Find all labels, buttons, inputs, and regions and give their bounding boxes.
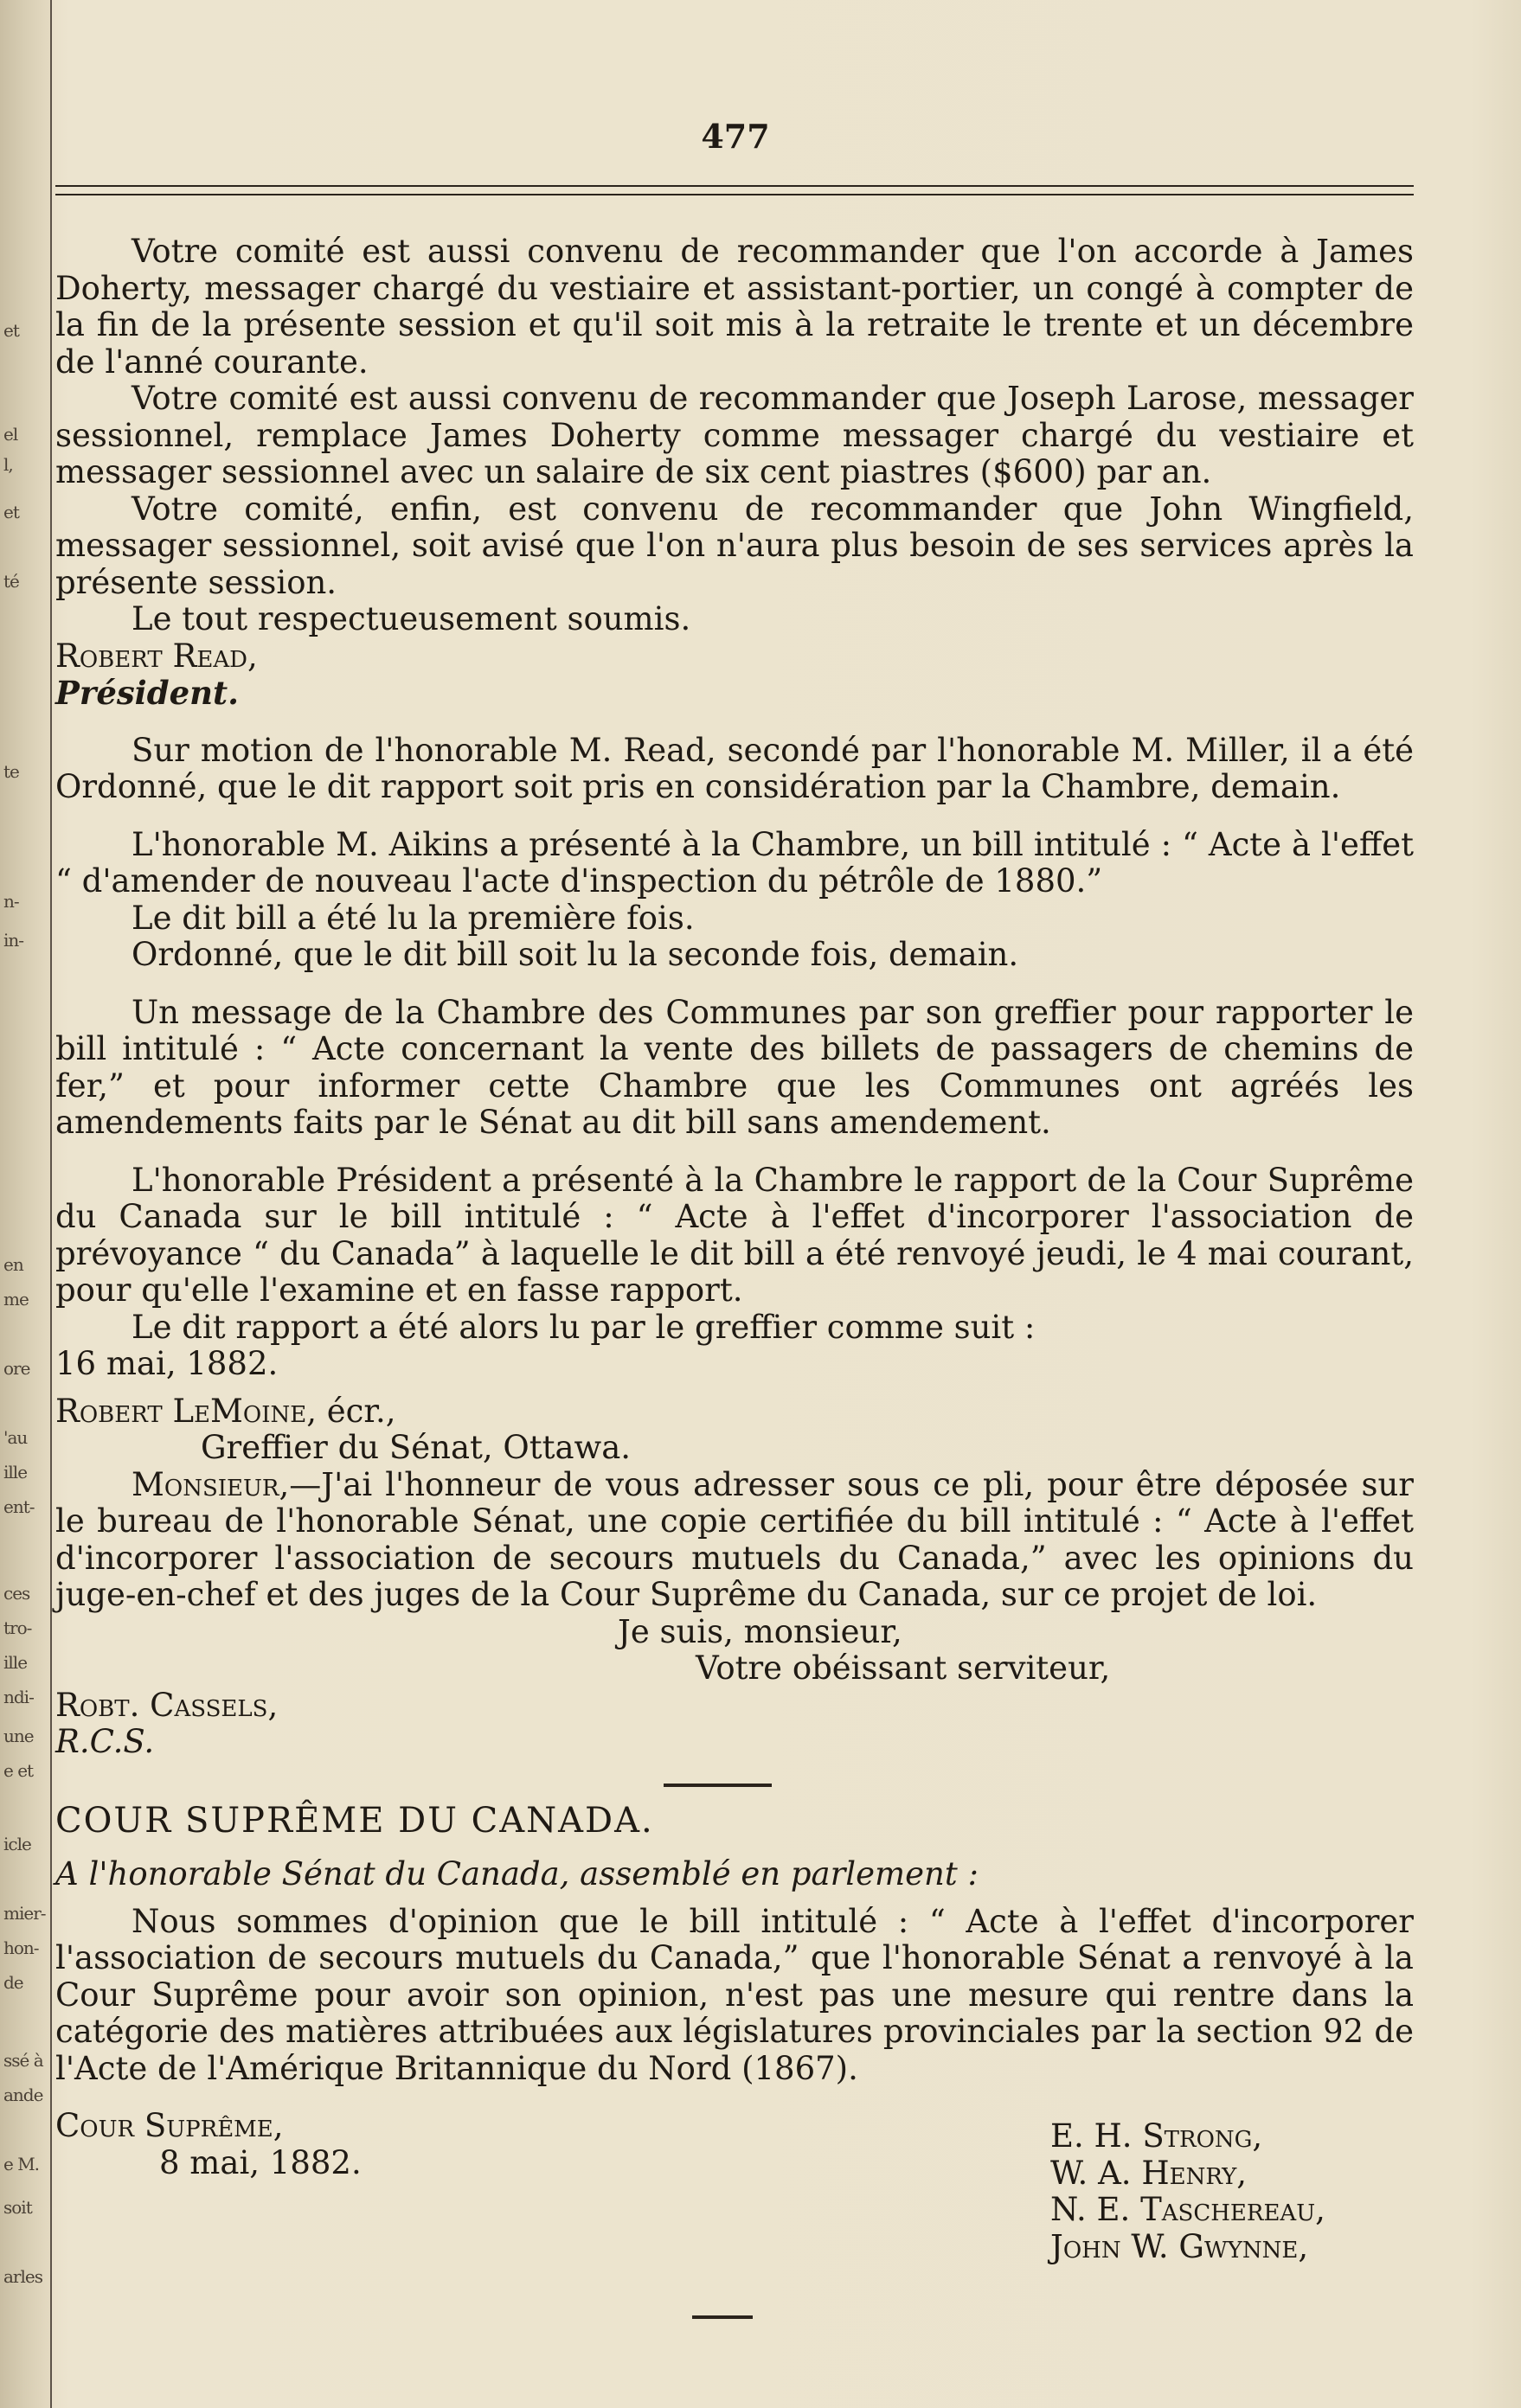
margin-fragment: et [3,320,19,341]
margin-fragment: ent- [3,1496,35,1517]
margin-fragment: in- [3,930,24,951]
margin-fragment: ces [3,1583,30,1604]
page-body [55,234,1414,2298]
paragraph: Le dit rapport a été alors lu par le greffier comme suit : [132,1308,1036,1346]
judges-list [1050,2118,1325,2265]
judge-name: N. E. Taschereau, [1050,2191,1325,2228]
margin-fragment: ssé à [3,2050,43,2071]
court-opinion: Nous sommes d'opinion que le bill intitulé : “ Acte à l'effet d'incorporer l'association de secours mutuels du Canada,” que l'honorable Sénat a renvoyé à la Cour Suprême pour avoir son opinion, n'est pas une mesure qui rentre dans la catégorie des matières attribuées aux législatures provinciales par la section 92 de l'Acte de l'Amérique Britannique du Nord (1867). [55,1902,1414,2087]
letter-text: —J'ai l'honneur de vous adresser sous ce pli, pour être déposée sur le bureau de l'honorable Sénat, une copie certifiée du bill intitulé : “ Acte à l'effet d'incorporer l'association de secours mutuels du Canada,” avec les opinions du juge-en-chef et des juges de la Cour Suprême du Canada, sur ce projet de loi. [55,1465,1414,1613]
letter-closing: Votre obéissant serviteur, [696,1649,1111,1687]
margin-fragment: soit [3,2197,32,2218]
paragraph: Sur motion de l'honorable M. Read, secondé par l'honorable M. Miller, il a été Ordonné, que le dit rapport soit pris en considération par la Chambre, demain. [55,731,1414,805]
margin-fragment: ille [3,1652,28,1673]
addressee-title: Greffier du Sénat, Ottawa. [201,1429,632,1466]
margin-fragment: me [3,1289,29,1310]
margin-fragment: icle [3,1834,31,1854]
paragraph: Le dit bill a été lu la première fois. [132,899,695,937]
paragraph: Ordonné, que le dit bill soit lu la seconde fois, demain. [132,936,1019,973]
report-date: 16 mai, 1882. [55,1345,279,1382]
judge-name: W. A. Henry, [1050,2154,1248,2192]
margin-fragment: ndi- [3,1687,34,1707]
signatory-name: Robert Read, [55,637,258,675]
margin-fragment: el [3,424,18,445]
margin-fragment: tro- [3,1617,32,1638]
signatory-title: Président. [55,674,240,712]
margin-fragment: mier- [3,1903,46,1924]
paragraph: Un message de la Chambre des Communes par son greffier pour rapporter le bill intitulé : “ Acte concernant la vente des billets de passagers de chemins de fer,” et pour informer cette Chambre que les Communes ont agréés les amendements faits par le Sénat au dit bill sans amendement. [55,993,1414,1141]
margin-fragment: n- [3,891,19,912]
letter-addressee [55,1393,1414,1431]
margin-fragment: en [3,1254,23,1275]
header-rule [55,185,1414,187]
paragraph: L'honorable Président a présenté à la Chambre le rapport de la Cour Suprême du Canada sur le bill intitulé : “ Acte à l'effet d'incorporer l'association de prévoyance “ du Canada” à laquelle le dit bill a été renvoyé jeudi, le 4 mai courant, pour qu'elle l'examine et en fasse rapport. [55,1161,1414,1309]
judge-name: John W. Gwynne, [1050,2227,1309,2265]
paragraph: Votre comité est aussi convenu de recommander que l'on accorde à James Doherty, messager chargé du vestiaire et assistant-portier, un congé à compter de la fin de la présente session et qu'il soit mis à la retraite le trente et un décembre de l'anné courante. [55,233,1414,381]
margin-fragment: e M. [3,2154,40,2174]
addressee-suffix: , écr., [306,1392,396,1430]
margin-fragment: de [3,1972,23,1993]
court-place: Cour Suprême, [55,2107,284,2144]
letter-signature: Robt. Cassels, [55,1686,279,1724]
court-date: 8 mai, 1882. [159,2143,362,2181]
paragraph: L'honorable M. Aikins a présenté à la Chambre, un bill intitulé : “ Acte à l'effet “ d'amender de nouveau l'acte d'inspection du pétrôle de 1880.” [55,825,1414,900]
margin-fragment: ore [3,1358,30,1379]
margin-fragment: te [3,761,19,782]
court-place-date [55,2108,362,2181]
margin-fragment: ille [3,1462,28,1483]
judges-block [55,2108,1414,2298]
margin-fragment: l, [3,454,13,475]
margin-fragment: ande [3,2085,43,2105]
letter-closing: Je suis, monsieur, [618,1612,902,1650]
page-number: 477 [701,117,770,156]
footer-divider [692,2315,753,2319]
margin-fragment: té [3,571,19,592]
paragraph: Votre comité est aussi convenu de recommander que Joseph Larose, messager sessionnel, remplace James Doherty comme messager chargé du vestiaire et messager sessionnel avec un salaire de six cent piastres ($600) par an. [55,380,1414,490]
margin-fragment: hon- [3,1937,39,1958]
letter-signature-title: R.C.S. [55,1723,155,1760]
margin-fragment: 'au [3,1427,28,1448]
judge-name: E. H. Strong, [1050,2117,1263,2155]
section-divider [664,1784,772,1787]
margin-fragment: une [3,1726,34,1746]
court-address: A l'honorable Sénat du Canada, assemblé en parlement : [55,1855,979,1892]
margin-fragment: e et [3,1760,34,1781]
header-rule [55,194,1414,195]
letter-body [55,1467,1414,1614]
salutation: Monsieur, [132,1465,290,1503]
margin-fragment: arles [3,2266,42,2287]
section-heading: COUR SUPRÊME DU CANADA. [55,1800,654,1841]
binding-margin [0,0,52,2408]
paragraph: Votre comité, enfin, est convenu de recommander que John Wingfield, messager sessionnel, soit avisé que l'on n'aura plus besoin de ses services après la présente session. [55,490,1414,601]
paragraph: Le tout respectueusement soumis. [132,600,691,637]
margin-fragment: et [3,502,19,522]
addressee-name: Robert LeMoine [55,1392,307,1430]
